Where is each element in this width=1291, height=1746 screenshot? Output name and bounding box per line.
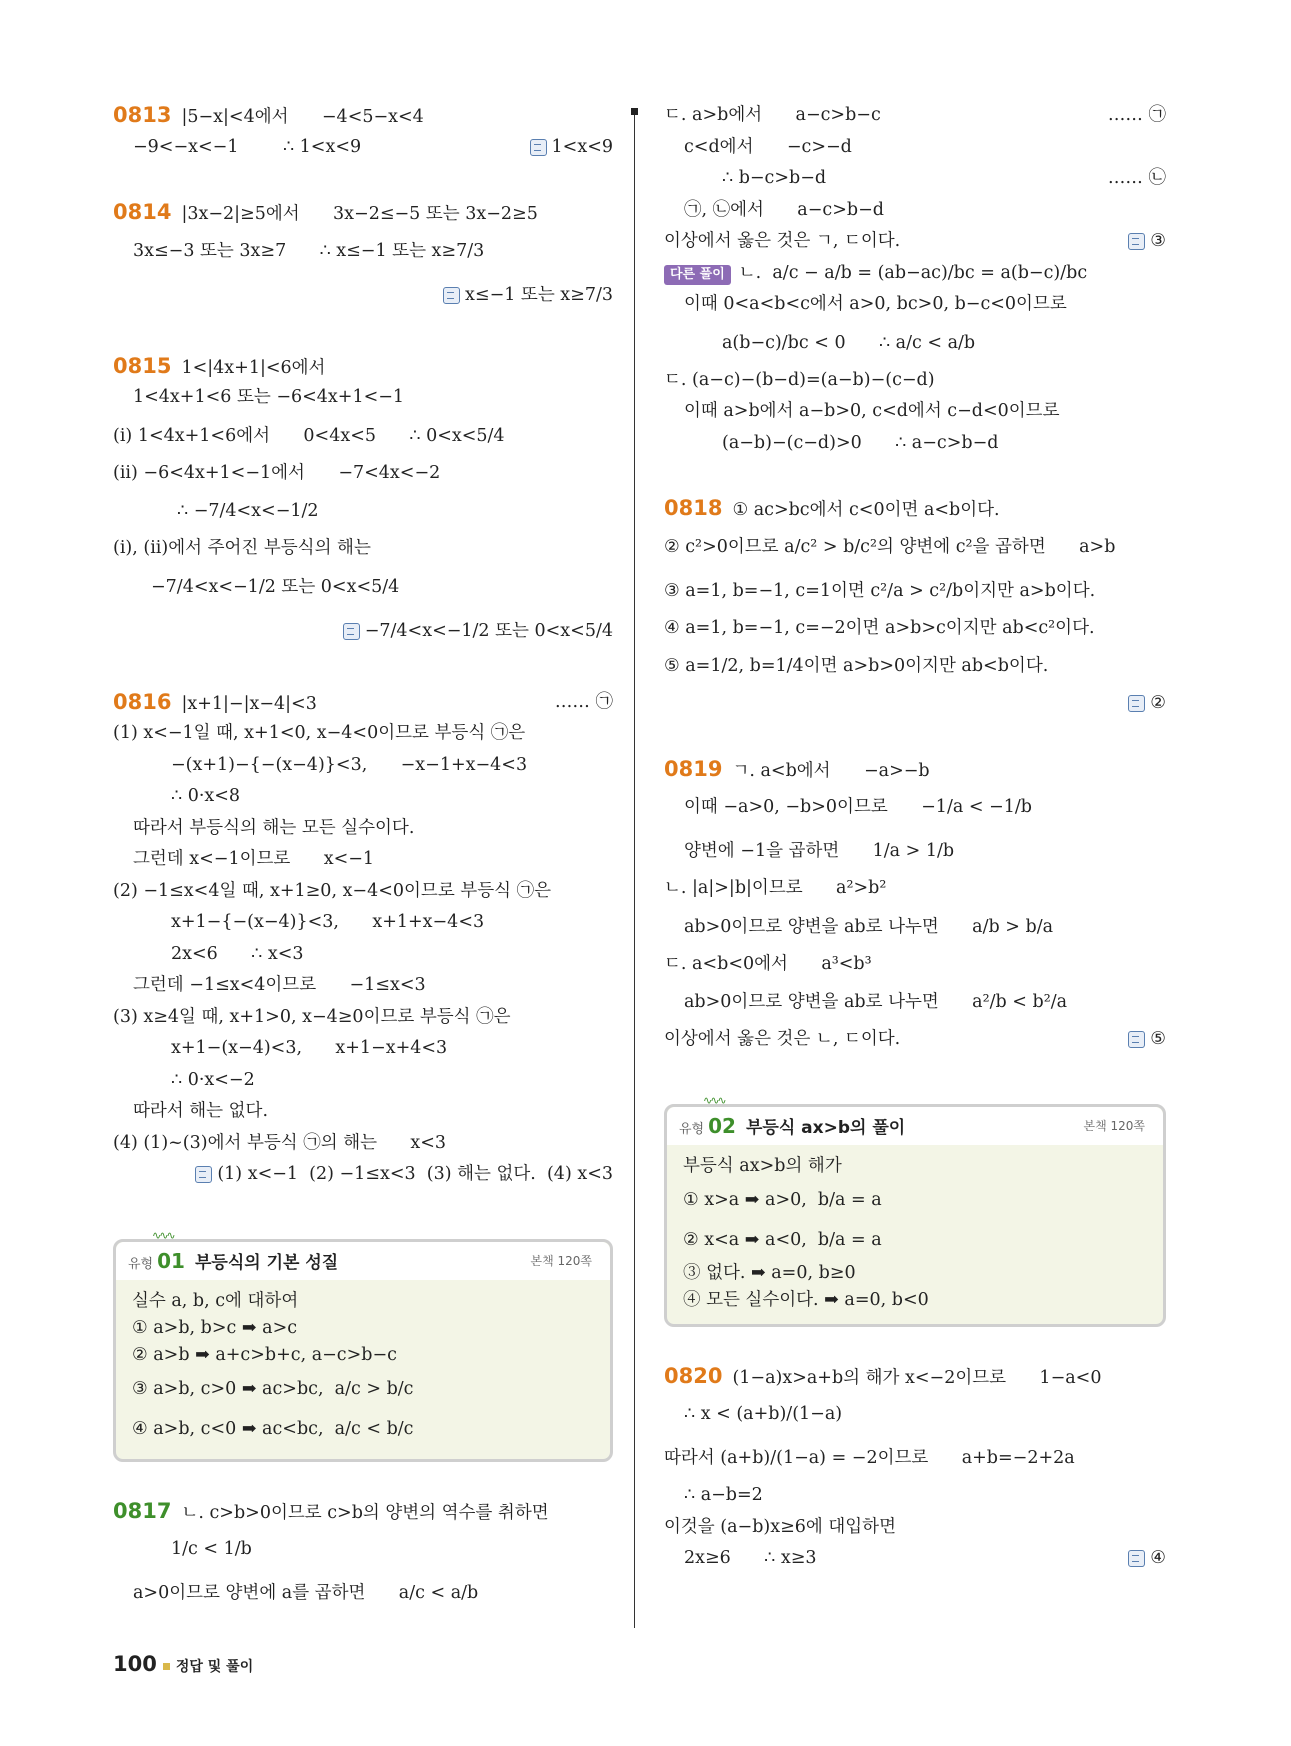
spacer — [664, 459, 1166, 493]
solution-line — [664, 1512, 1166, 1544]
line-text: 이때 a>b에서 a−b>0, c<d에서 c−d<0이므로 — [684, 401, 1060, 421]
answer-text: ④ — [1150, 1548, 1166, 1568]
solution-line — [664, 289, 1166, 321]
solution-line — [664, 525, 1166, 569]
line-text: 따라서 부등식의 해는 모든 실수이다. — [133, 817, 415, 838]
solution-line — [113, 533, 613, 565]
line-text: 그런데 −1≤x<4이므로 −1≤x<3 — [133, 975, 426, 995]
page-footer — [113, 1652, 253, 1676]
right-column — [664, 100, 1166, 1575]
line-text: (4) (1)~(3)에서 부등식 ㉠의 해는 x<3 — [113, 1132, 447, 1153]
line-text: ㄴ. a/c − a/b = (ab−ac)/bc = a(b−c)/bc — [738, 262, 1088, 283]
answer — [443, 273, 613, 317]
line-text: a>0이므로 양변에 a를 곱하면 a/c < a/b — [133, 1583, 479, 1603]
line-text: ∴ 0·x<8 — [171, 786, 241, 806]
answer — [1128, 688, 1166, 720]
line-text: 따라서 해는 없다. — [133, 1101, 269, 1121]
type-box-body — [667, 1145, 1163, 1324]
line-text: ② c²>0이므로 a/c² > b/c²의 양변에 c²을 곱하면 a>b — [664, 536, 1116, 557]
solution-line — [664, 100, 1166, 132]
solution-line — [664, 428, 1166, 460]
answer — [530, 132, 613, 164]
answer-icon — [443, 287, 460, 304]
solution-line — [113, 939, 613, 971]
solution-line — [113, 458, 613, 490]
type-label: 유형 — [128, 1256, 154, 1272]
solution-line — [664, 163, 1166, 195]
line-text: (1−a)x>a+b의 해가 x<−2이므로 1−a<0 — [732, 1367, 1102, 1388]
problem-number: 0813 — [113, 103, 172, 127]
solution-line — [664, 396, 1166, 428]
solution-line — [664, 785, 1166, 829]
spacer — [113, 317, 613, 351]
solution-line — [664, 905, 1166, 949]
footer-square-icon — [163, 1663, 170, 1670]
problem-header — [113, 687, 613, 719]
answer — [1128, 1024, 1166, 1056]
type-box-line: ② x<a ➡ a<0, b/a = a — [683, 1229, 882, 1250]
answer — [1108, 163, 1166, 195]
solution-line — [113, 1002, 613, 1034]
type-box-line: 부등식 ax>b의 해가 — [683, 1155, 842, 1176]
line-text: ㄴ. c>b>0이므로 c>b의 양변의 역수를 취하면 — [181, 1502, 549, 1523]
solution-line — [664, 613, 1166, 645]
answer-text: −7/4<x<−1/2 또는 0<x<5/4 — [364, 620, 613, 641]
solution-line — [113, 273, 613, 317]
solution-line — [664, 873, 1166, 905]
line-text: 1/c < 1/b — [171, 1539, 252, 1559]
answer — [1108, 100, 1166, 132]
line-text: ① ac>bc에서 c<0이면 a<b이다. — [732, 500, 1000, 520]
solution-line — [113, 876, 613, 908]
type-box-line: ④ a>b, c<0 ➡ ac<bc, a/c < b/c — [132, 1418, 414, 1439]
column-divider-dot — [631, 108, 638, 115]
problem-number: 0820 — [664, 1363, 723, 1388]
type-title: 부등식의 기본 성질 — [194, 1252, 339, 1273]
type-box — [113, 1228, 613, 1462]
left-column — [113, 100, 613, 1615]
solution-line — [664, 132, 1166, 164]
line-text: ∴ a−b=2 — [684, 1485, 763, 1505]
answer-icon — [343, 623, 360, 640]
column-divider — [634, 108, 635, 1628]
type-box-line: ③ 없다. ➡ a=0, b≥0 — [683, 1262, 856, 1283]
line-text: x+1−(x−4)<3, x+1−x+4<3 — [171, 1038, 448, 1058]
page-number: 100 — [113, 1652, 157, 1676]
answer-text: 1<x<9 — [551, 136, 613, 157]
type-box-line: ② a>b ➡ a+c>b+c, a−c>b−c — [132, 1344, 397, 1365]
solution-line — [113, 382, 613, 414]
solution-line — [113, 1096, 613, 1128]
solution-line — [664, 1392, 1166, 1436]
line-text: ㄷ. a>b에서 a−c>b−c — [664, 105, 881, 125]
line-text: −(x+1)−{−(x−4)}<3, −x−1+x−4<3 — [171, 754, 528, 775]
solution-line — [113, 1065, 613, 1097]
line-text: 이때 −a>0, −b>0이므로 −1/a < −1/b — [684, 797, 1032, 817]
line-text: (1) x<−1일 때, x+1<0, x−4<0이므로 부등식 ㉠은 — [113, 723, 526, 743]
solution-line — [664, 829, 1166, 873]
answer-text: …… ㉡ — [1107, 168, 1166, 188]
line-text: ab>0이므로 양변을 ab로 나누면 a/b > b/a — [684, 916, 1054, 937]
line-text: 양변에 −1을 곱하면 1/a > 1/b — [684, 841, 955, 861]
line-text: −7/4<x<−1/2 또는 0<x<5/4 — [151, 576, 400, 597]
solution-line — [113, 813, 613, 845]
answer-icon — [530, 139, 547, 156]
line-text: ㉠, ㉡에서 a−c>b−d — [684, 199, 884, 220]
solution-line — [113, 970, 613, 1002]
solution-line — [113, 844, 613, 876]
solution-line — [664, 949, 1166, 981]
answer — [1128, 1543, 1166, 1575]
type-ref: 본책 120쪽 — [530, 1253, 592, 1268]
wave-icon: ∿∿∿ — [152, 1228, 174, 1242]
solution-line — [664, 321, 1166, 365]
answer — [1128, 226, 1166, 258]
line-text: (a−b)−(c−d)>0 ∴ a−c>b−d — [722, 432, 999, 453]
problem-number: 0814 — [113, 200, 172, 224]
answer-text: …… ㉠ — [1107, 105, 1166, 125]
solution-line — [664, 226, 1166, 258]
answer — [343, 609, 613, 653]
line-text: (2) −1≤x<4일 때, x+1≥0, x−4<0이므로 부등식 ㉠은 — [113, 880, 551, 901]
type-box-line: ① x>a ➡ a>0, b/a = a — [683, 1189, 882, 1210]
type-box-body — [116, 1280, 610, 1459]
line-text: |x+1|−|x−4|<3 — [181, 693, 317, 714]
answer-icon — [1128, 1550, 1145, 1567]
solution-line — [113, 1527, 613, 1571]
type-label: 유형 — [679, 1121, 705, 1137]
problem-number: 0817 — [113, 1498, 172, 1523]
line-text: 이때 0<a<b<c에서 a>0, bc>0, b−c<0이므로 — [684, 294, 1067, 314]
answer — [555, 687, 613, 719]
line-text: (3) x≥4일 때, x+1>0, x−4≥0이므로 부등식 ㉠은 — [113, 1006, 511, 1027]
type-title: 부등식 ax>b의 풀이 — [745, 1117, 906, 1138]
solution-line — [664, 1543, 1166, 1575]
solution-line — [113, 609, 613, 653]
problem-header — [113, 100, 613, 132]
problem-header — [113, 197, 613, 229]
line-text: 이상에서 옳은 것은 ㄴ, ㄷ이다. — [664, 1029, 901, 1049]
line-text: 2x<6 ∴ x<3 — [171, 943, 304, 964]
type-box-line: ① a>b, b>c ➡ a>c — [132, 1317, 298, 1338]
line-text: ⑤ a=1/2, b=1/4이면 a>b>0이지만 ab<b이다. — [664, 656, 1049, 676]
line-text: ∴ b−c>b−d — [722, 168, 827, 188]
solution-line — [113, 750, 613, 782]
problem-header — [664, 754, 1166, 786]
type-box-header — [667, 1107, 1163, 1145]
line-text: 그런데 x<−1이므로 x<−1 — [133, 849, 375, 869]
line-text: ③ a=1, b=−1, c=1이면 c²/a > c²/b이지만 a>b이다. — [664, 580, 1096, 601]
line-text: 이것을 (a−b)x≥6에 대입하면 — [664, 1516, 896, 1537]
problem-number: 0816 — [113, 689, 172, 714]
spacer — [113, 653, 613, 687]
spacer — [113, 1191, 613, 1225]
line-text: |3x−2|≥5에서 3x−2≤−5 또는 3x−2≥5 — [181, 204, 538, 224]
answer-text: ② — [1150, 693, 1166, 713]
type-box-line: ④ 모든 실수이다. ➡ a=0, b<0 — [683, 1289, 929, 1310]
solution-line — [664, 569, 1166, 613]
line-text: ∴ −7/4<x<−1/2 — [177, 501, 319, 521]
solution-line — [113, 565, 613, 609]
type-box-header — [116, 1242, 610, 1280]
line-text: (ii) −6<4x+1<−1에서 −7<4x<−2 — [113, 462, 441, 483]
answer-text: (1) x<−1 (2) −1≤x<3 (3) 해는 없다. (4) x<3 — [217, 1164, 613, 1184]
solution-line — [113, 1159, 613, 1191]
solution-line — [113, 718, 613, 750]
line-text: −9<−x<−1 ∴ 1<x<9 — [133, 136, 362, 157]
solution-line — [113, 1571, 613, 1615]
solution-line — [113, 907, 613, 939]
line-text: a(b−c)/bc < 0 ∴ a/c < a/b — [722, 332, 976, 353]
spacer — [113, 163, 613, 197]
line-text: ㄷ. a<b<0에서 a³<b³ — [664, 953, 872, 974]
line-text: ab>0이므로 양변을 ab로 나누면 a²/b < b²/a — [684, 992, 1068, 1012]
line-text: ④ a=1, b=−1, c=−2이면 a>b>c이지만 ab<c²이다. — [664, 617, 1095, 638]
line-text: 3x≤−3 또는 3x≥7 ∴ x≤−1 또는 x≥7/3 — [133, 240, 485, 261]
spacer — [113, 1462, 613, 1496]
line-text: x+1−{−(x−4)}<3, x+1+x−4<3 — [171, 912, 485, 932]
line-text: ∴ x < (a+b)/(1−a) — [684, 1404, 843, 1424]
solution-line — [113, 414, 613, 458]
problem-header — [664, 1361, 1166, 1393]
solution-line — [113, 229, 613, 273]
solution-line — [664, 195, 1166, 227]
solution-line — [664, 1436, 1166, 1480]
problem-header — [113, 351, 613, 383]
answer — [195, 1159, 613, 1191]
type-box-line: ③ a>b, c>0 ➡ ac>bc, a/c > b/c — [132, 1378, 414, 1399]
alt-solution-tag: 다른 풀이 — [664, 265, 731, 285]
solution-line — [664, 688, 1166, 720]
type-box — [664, 1093, 1166, 1327]
solution-line — [664, 644, 1166, 688]
answer-text: ⑤ — [1150, 1029, 1166, 1049]
footer-label: 정답 및 풀이 — [175, 1659, 254, 1675]
type-number: 01 — [157, 1248, 185, 1273]
line-text: ㄱ. a<b에서 −a>−b — [732, 760, 930, 781]
answer-icon — [1128, 1031, 1145, 1048]
type-box-line: 실수 a, b, c에 대하여 — [132, 1290, 299, 1311]
problem-number: 0819 — [664, 756, 723, 781]
problem-header — [113, 1496, 613, 1528]
line-text: |5−x|<4에서 −4<5−x<4 — [181, 107, 424, 127]
type-number: 02 — [708, 1113, 736, 1138]
type-ref: 본책 120쪽 — [1083, 1118, 1145, 1133]
line-text: (i) 1<4x+1<6에서 0<4x<5 ∴ 0<x<5/4 — [113, 425, 505, 446]
wave-icon: ∿∿∿ — [703, 1093, 725, 1107]
answer-icon — [195, 1166, 212, 1183]
line-text: ∴ 0·x<−2 — [171, 1069, 255, 1090]
line-text: 1<4x+1<6 또는 −6<4x+1<−1 — [133, 387, 405, 407]
solution-line — [113, 781, 613, 813]
answer-text: …… ㉠ — [554, 691, 613, 712]
line-text: ㄷ. (a−c)−(b−d)=(a−b)−(c−d) — [664, 369, 935, 390]
solution-line — [113, 1033, 613, 1065]
solution-line — [664, 365, 1166, 397]
solution-line — [664, 1024, 1166, 1056]
solution-line — [664, 258, 1166, 290]
spacer — [664, 1327, 1166, 1361]
solution-line — [664, 1480, 1166, 1512]
problem-number: 0815 — [113, 353, 172, 378]
line-text: 이상에서 옳은 것은 ㄱ, ㄷ이다. — [664, 231, 901, 251]
answer-text: ③ — [1150, 231, 1166, 251]
answer-icon — [1128, 233, 1145, 250]
spacer — [664, 1056, 1166, 1090]
line-text: 1<|4x+1|<6에서 — [181, 357, 326, 378]
line-text: c<d에서 −c>−d — [684, 136, 852, 157]
problem-number: 0818 — [664, 496, 723, 520]
spacer — [664, 720, 1166, 754]
solution-line — [113, 132, 613, 164]
problem-header — [664, 493, 1166, 525]
answer-text: x≤−1 또는 x≥7/3 — [465, 284, 613, 305]
line-text: 2x≥6 ∴ x≥3 — [684, 1548, 817, 1568]
solution-line — [113, 1128, 613, 1160]
line-text: 따라서 (a+b)/(1−a) = −2이므로 a+b=−2+2a — [664, 1448, 1075, 1468]
solution-line — [664, 980, 1166, 1024]
solution-line — [113, 489, 613, 533]
line-text: ㄴ. |a|>|b|이므로 a²>b² — [664, 878, 887, 898]
line-text: (i), (ii)에서 주어진 부등식의 해는 — [113, 538, 371, 558]
answer-icon — [1128, 695, 1145, 712]
